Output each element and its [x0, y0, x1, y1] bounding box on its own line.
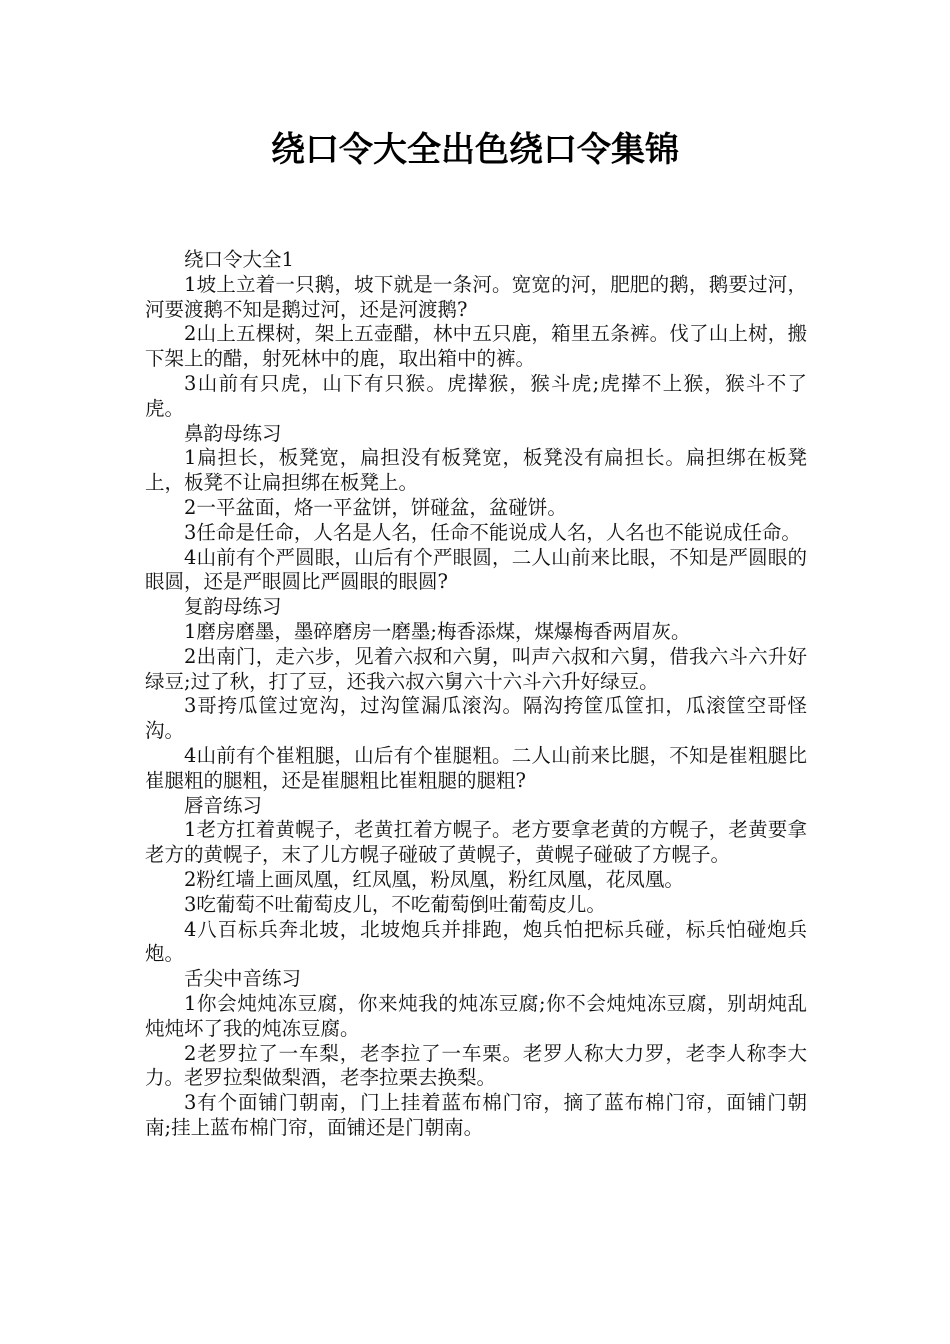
section-heading: 复韵母练习	[184, 595, 282, 619]
section-heading: 唇音练习	[184, 793, 263, 817]
tongue-twister-paragraph: 3吃葡萄不吐葡萄皮儿，不吃葡萄倒吐葡萄皮儿。	[184, 892, 606, 916]
tongue-twister-paragraph: 3哥挎瓜筐过宽沟，过沟筐漏瓜滚沟。隔沟挎筐瓜筐扣，瓜滚筐空哥怪沟。	[145, 694, 807, 743]
tongue-twister-paragraph: 4八百标兵奔北坡，北坡炮兵并排跑，炮兵怕把标兵碰，标兵怕碰炮兵炮。	[145, 917, 807, 966]
tongue-twister-paragraph: 2山上五棵树，架上五壶醋，林中五只鹿，箱里五条裤。伐了山上树，搬下架上的醋，射死林中的鹿，取出箱中的裤。	[145, 322, 807, 371]
tongue-twister-paragraph: 2粉红墙上画凤凰，红凤凰，粉凤凰，粉红凤凰，花凤凰。	[184, 867, 684, 891]
tongue-twister-paragraph: 3有个面铺门朝南，门上挂着蓝布棉门帘，摘了蓝布棉门帘，面铺门朝南;挂上蓝布棉门帘，面铺还是门朝南。	[145, 1091, 807, 1139]
document-title: 绕口令大全出色绕口令集锦	[271, 130, 679, 170]
tongue-twister-paragraph: 3任命是任命，人名是人名，任命不能说成人名，人名也不能说成任命。	[184, 520, 801, 544]
section-heading: 舌尖中音练习	[184, 967, 302, 991]
document-body	[145, 248, 807, 1141]
tongue-twister-paragraph: 2出南门，走六步，见着六叔和六舅，叫声六叔和六舅，借我六斗六升好绿豆;过了秋，打了豆，还我六叔六舅六十六斗六升好绿豆。	[145, 644, 807, 693]
tongue-twister-paragraph: 1坡上立着一只鹅，坡下就是一条河。宽宽的河，肥肥的鹅，鹅要过河，河要渡鹅不知是鹅过河，还是河渡鹅?	[145, 272, 807, 321]
tongue-twister-paragraph: 1你会炖炖冻豆腐，你来炖我的炖冻豆腐;你不会炖炖冻豆腐，别胡炖乱炖炖坏了我的炖冻豆腐。	[145, 991, 807, 1040]
section-heading: 绕口令大全1	[184, 248, 294, 271]
tongue-twister-paragraph: 4山前有个严圆眼，山后有个严眼圆，二人山前来比眼，不知是严圆眼的眼圆，还是严眼圆比严圆眼的眼圆?	[145, 545, 807, 594]
tongue-twister-paragraph: 3山前有只虎，山下有只猴。虎撵猴，猴斗虎;虎撵不上猴，猴斗不了虎。	[145, 371, 807, 420]
tongue-twister-paragraph: 1扁担长，板凳宽，扁担没有板凳宽，板凳没有扁担长。扁担绑在板凳上，板凳不让扁担绑在板凳上。	[145, 446, 807, 495]
tongue-twister-paragraph: 1磨房磨墨，墨碎磨房一磨墨;梅香添煤，煤爆梅香两眉灰。	[184, 619, 691, 643]
tongue-twister-paragraph: 4山前有个崔粗腿，山后有个崔腿粗。二人山前来比腿，不知是崔粗腿比崔腿粗的腿粗，还是崔腿粗比崔粗腿的腿粗?	[145, 743, 807, 792]
tongue-twister-paragraph: 2一平盆面，烙一平盆饼，饼碰盆，盆碰饼。	[184, 495, 567, 519]
tongue-twister-paragraph: 1老方扛着黄幌子，老黄扛着方幌子。老方要拿老黄的方幌子，老黄要拿老方的黄幌子，末了儿方幌子碰破了黄幌子，黄幌子碰破了方幌子。	[145, 818, 807, 867]
tongue-twister-paragraph: 2老罗拉了一车梨，老李拉了一车栗。老罗人称大力罗，老李人称李大力。老罗拉梨做梨酒，老李拉栗去换梨。	[145, 1041, 807, 1090]
section-heading: 鼻韵母练习	[184, 421, 282, 445]
